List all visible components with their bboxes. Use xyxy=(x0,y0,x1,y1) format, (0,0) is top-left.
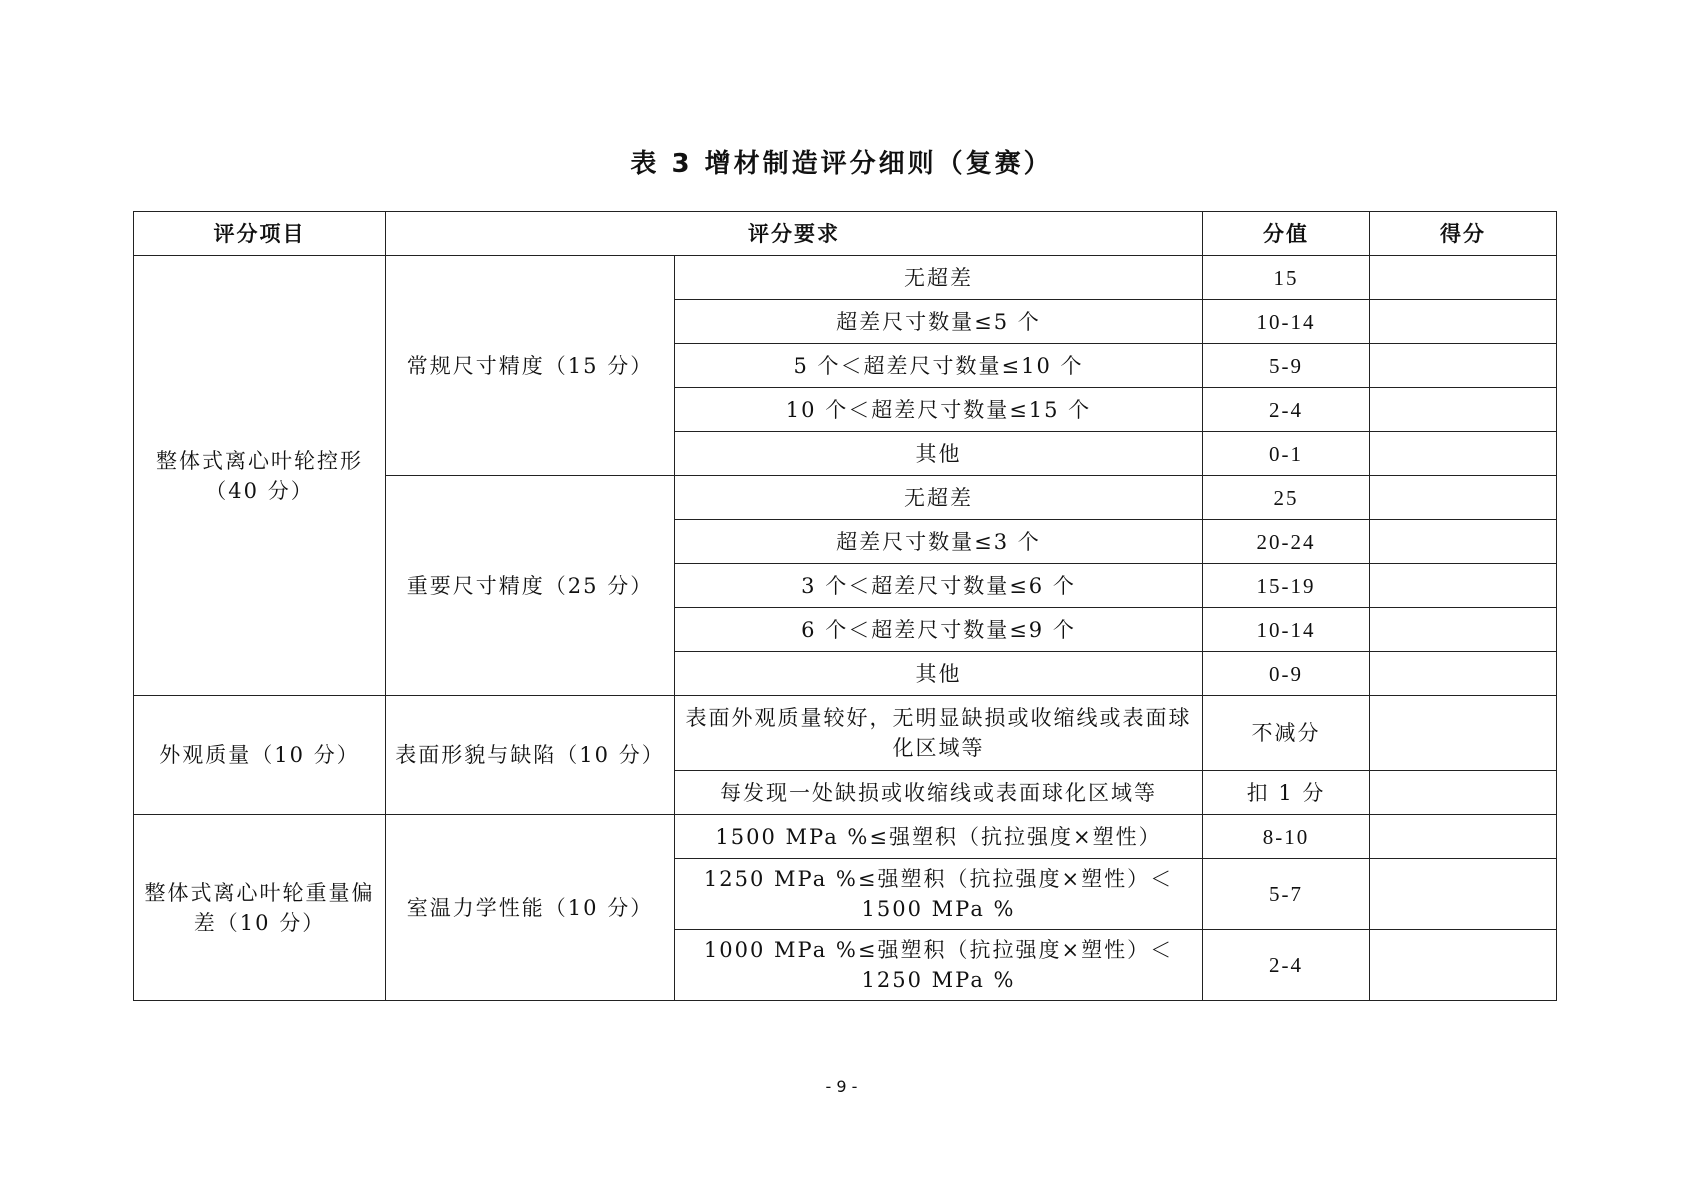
score-cell[interactable] xyxy=(1370,564,1557,608)
criterion-cell: 6 个＜超差尺寸数量≤9 个 xyxy=(675,608,1203,652)
points-cell: 10-14 xyxy=(1203,300,1370,344)
points-cell: 8-10 xyxy=(1203,815,1370,859)
header-item: 评分项目 xyxy=(134,212,386,256)
score-cell[interactable] xyxy=(1370,608,1557,652)
score-cell[interactable] xyxy=(1370,476,1557,520)
points-cell: 2-4 xyxy=(1203,388,1370,432)
criterion-cell: 1000 MPa %≤强塑积（抗拉强度×塑性）＜1250 MPa % xyxy=(675,930,1203,1001)
score-cell[interactable] xyxy=(1370,256,1557,300)
criterion-cell: 超差尺寸数量≤3 个 xyxy=(675,520,1203,564)
score-cell[interactable] xyxy=(1370,815,1557,859)
criterion-cell: 10 个＜超差尺寸数量≤15 个 xyxy=(675,388,1203,432)
criterion-cell: 表面外观质量较好，无明显缺损或收缩线或表面球化区域等 xyxy=(675,696,1203,771)
points-cell: 10-14 xyxy=(1203,608,1370,652)
score-cell[interactable] xyxy=(1370,344,1557,388)
section-item: 整体式离心叶轮控形（40 分） xyxy=(134,256,386,696)
group-name: 室温力学性能（10 分） xyxy=(386,815,675,1001)
criterion-cell: 超差尺寸数量≤5 个 xyxy=(675,300,1203,344)
points-cell: 20-24 xyxy=(1203,520,1370,564)
score-cell[interactable] xyxy=(1370,696,1557,771)
score-cell[interactable] xyxy=(1370,771,1557,815)
table-row xyxy=(134,256,1557,300)
table-row xyxy=(134,815,1557,859)
criterion-cell: 3 个＜超差尺寸数量≤6 个 xyxy=(675,564,1203,608)
points-cell: 5-7 xyxy=(1203,859,1370,930)
page-number: - 9 - xyxy=(825,1077,858,1096)
points-cell: 不减分 xyxy=(1203,696,1370,771)
points-cell: 0-1 xyxy=(1203,432,1370,476)
points-cell: 15 xyxy=(1203,256,1370,300)
criterion-cell: 无超差 xyxy=(675,476,1203,520)
points-cell: 15-19 xyxy=(1203,564,1370,608)
table-header-row xyxy=(134,212,1557,256)
score-cell[interactable] xyxy=(1370,520,1557,564)
points-cell: 5-9 xyxy=(1203,344,1370,388)
score-cell[interactable] xyxy=(1370,388,1557,432)
header-points: 分值 xyxy=(1203,212,1370,256)
score-cell[interactable] xyxy=(1370,859,1557,930)
points-cell: 25 xyxy=(1203,476,1370,520)
header-score: 得分 xyxy=(1370,212,1557,256)
group-name: 重要尺寸精度（25 分） xyxy=(386,476,675,696)
points-cell: 0-9 xyxy=(1203,652,1370,696)
criterion-cell: 每发现一处缺损或收缩线或表面球化区域等 xyxy=(675,771,1203,815)
group-name: 表面形貌与缺陷（10 分） xyxy=(386,696,675,815)
criterion-cell: 1500 MPa %≤强塑积（抗拉强度×塑性） xyxy=(675,815,1203,859)
criterion-cell: 1250 MPa %≤强塑积（抗拉强度×塑性）＜1500 MPa % xyxy=(675,859,1203,930)
score-cell[interactable] xyxy=(1370,300,1557,344)
criterion-cell: 其他 xyxy=(675,652,1203,696)
score-cell[interactable] xyxy=(1370,432,1557,476)
points-cell: 扣 1 分 xyxy=(1203,771,1370,815)
score-cell[interactable] xyxy=(1370,930,1557,1001)
points-cell: 2-4 xyxy=(1203,930,1370,1001)
score-cell[interactable] xyxy=(1370,652,1557,696)
table-title: 表 3 增材制造评分细则（复赛） xyxy=(630,149,1053,179)
table-row xyxy=(134,696,1557,771)
section-item: 外观质量（10 分） xyxy=(134,696,386,815)
header-requirement: 评分要求 xyxy=(386,212,1203,256)
criterion-cell: 其他 xyxy=(675,432,1203,476)
group-name: 常规尺寸精度（15 分） xyxy=(386,256,675,476)
criterion-cell: 5 个＜超差尺寸数量≤10 个 xyxy=(675,344,1203,388)
criterion-cell: 无超差 xyxy=(675,256,1203,300)
section-item: 整体式离心叶轮重量偏差（10 分） xyxy=(134,815,386,1001)
scoring-table xyxy=(133,211,1557,1001)
